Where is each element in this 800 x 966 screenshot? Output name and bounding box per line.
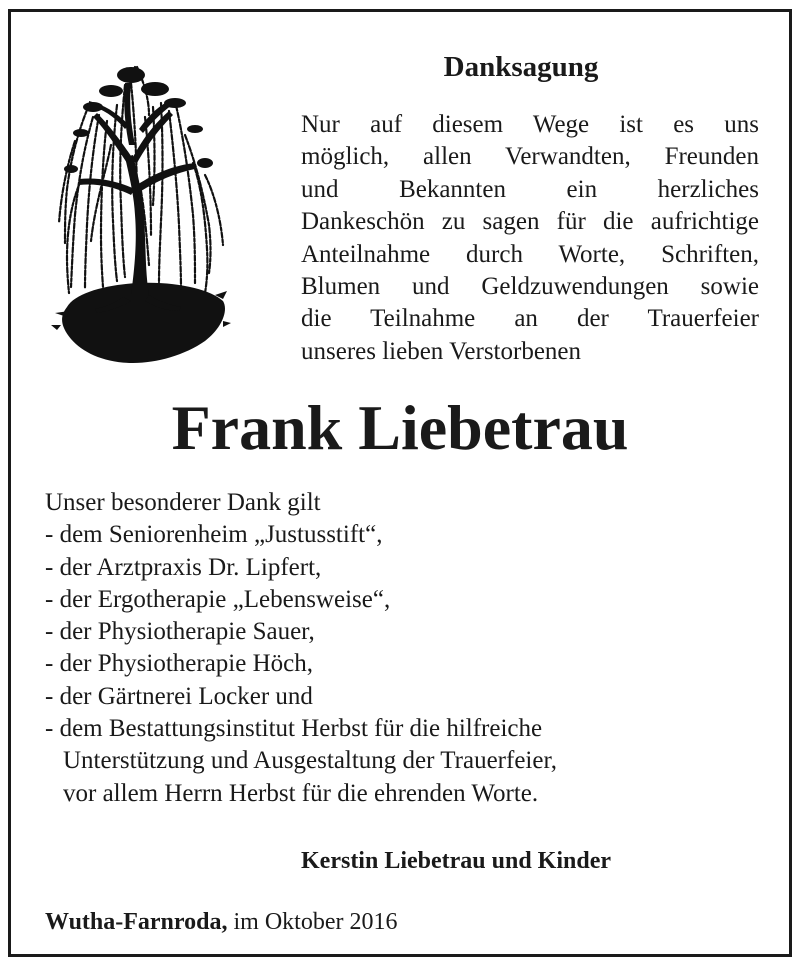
intro-line: Blumen und Geldzuwendungen sowie [301, 272, 759, 300]
thanks-line: Unser besonderer Dank gilt [45, 489, 321, 516]
date-text: im Oktober 2016 [227, 909, 398, 935]
thanks-line: Unterstützung und Ausgestaltung der Trauerfeier, [63, 747, 558, 775]
thanks-line: - der Gärtnerei Locker und [45, 682, 313, 710]
place-name: Wutha-Farnroda, [45, 909, 228, 935]
obituary-card [8, 9, 792, 957]
intro-line: Nur auf diesem Wege ist es uns [301, 111, 759, 138]
intro-line: die Teilnahme an der Trauerfeier [301, 305, 759, 333]
intro-line: Anteilnahme durch Worte, Schriften, [301, 240, 759, 268]
intro-line: Dankeschön zu sagen für die aufrichtige [301, 208, 759, 236]
thanks-line: - dem Bestattungsinstitut Herbst für die hilfreiche [45, 715, 543, 743]
thanks-line: - der Physiotherapie Sauer, [45, 618, 315, 646]
thanks-list [45, 487, 765, 810]
thanks-line: vor allem Herrn Herbst für die ehrenden Worte. [63, 779, 539, 807]
intro-line: unseres lieben Verstorbenen [301, 337, 582, 365]
place-date-line [45, 905, 397, 939]
thanks-line: - der Arztpraxis Dr. Lipfert, [45, 553, 322, 581]
weeping-willow-tree-icon [45, 45, 231, 370]
intro-paragraph [301, 109, 759, 368]
heading-danksagung: Danksagung [443, 51, 599, 83]
intro-line: möglich, allen Verwandten, Freunden [301, 143, 759, 171]
thanks-line: - der Physiotherapie Höch, [45, 650, 313, 678]
signature: Kerstin Liebetrau und Kinder [301, 848, 612, 874]
thanks-line: - der Ergotherapie „Lebensweise“, [45, 585, 391, 613]
thanks-line: - dem Seniorenheim „Justusstift“, [45, 521, 383, 549]
deceased-name: Frank Liebetrau [171, 392, 629, 463]
intro-line: und Bekannten ein herzliches [301, 175, 759, 203]
